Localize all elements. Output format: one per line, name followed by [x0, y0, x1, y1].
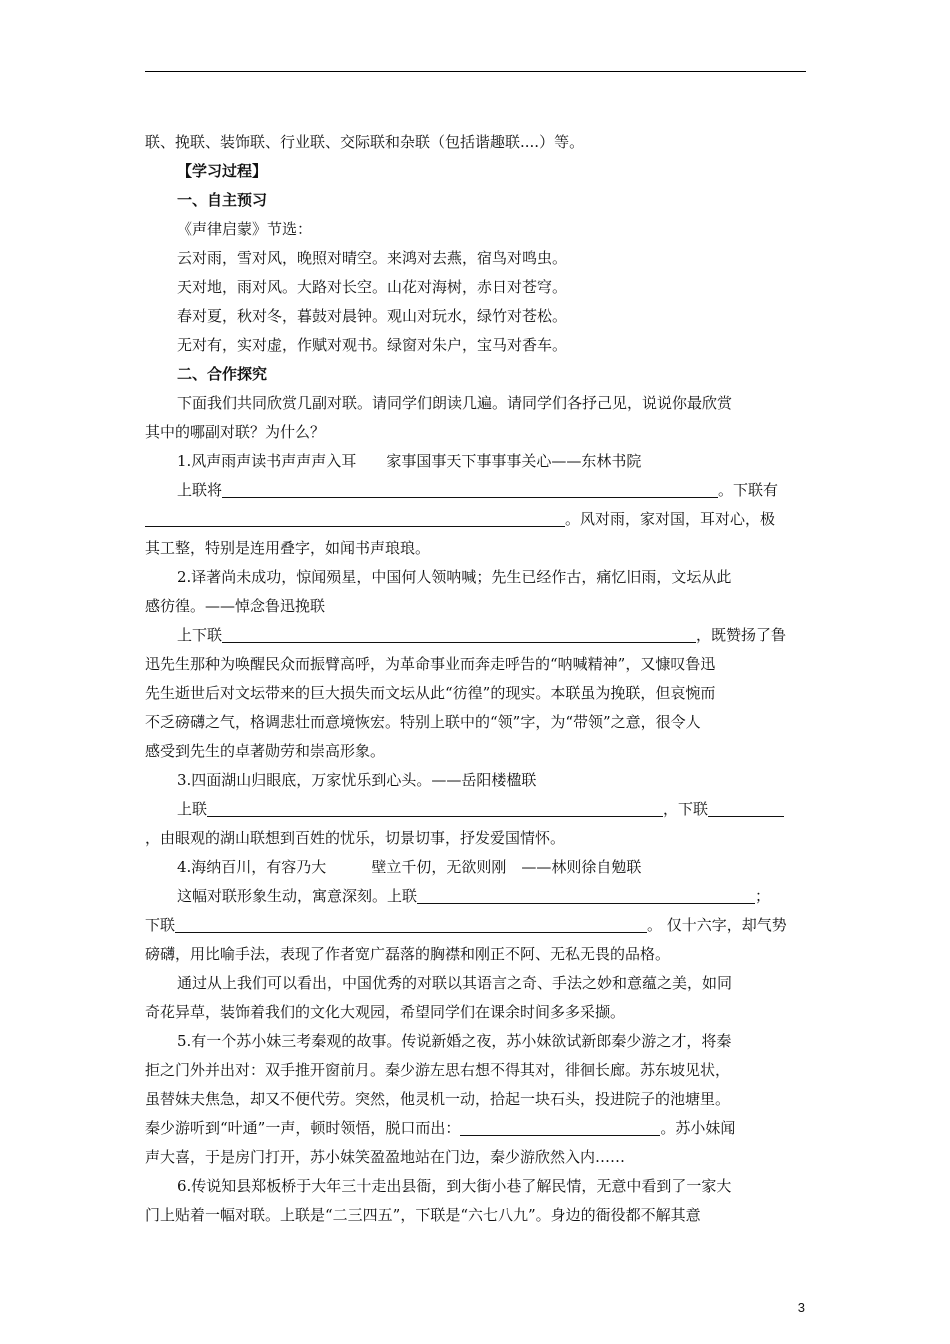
section-heading: 一、自主预习 [177, 191, 268, 209]
text-line: 迅先生那种为唤醒民众而振臂高呼，为革命事业而奔走呼告的“呐喊精神”，又慷叹鲁迅 [145, 655, 716, 673]
answer-blank[interactable] [222, 480, 718, 498]
fill-in-line: 上联 ，下联 [145, 795, 806, 824]
text-line: 通过从上我们可以看出，中国优秀的对联以其语言之奇、手法之妙和意蕴之美，如同 [177, 974, 733, 992]
text-line: 感彷徨。——悼念鲁迅挽联 [145, 597, 326, 615]
text-line: 春对夏，秋对冬，暮鼓对晨钟。观山对玩水，绿竹对苍松。 [177, 307, 568, 325]
section-heading: 二、合作探究 [177, 365, 268, 383]
answer-blank[interactable] [175, 915, 647, 933]
text-line: 门上贴着一幅对联。上联是“二三四五”，下联是“六七八九”。身边的衙役都不解其意 [145, 1206, 701, 1224]
text-line: 天对地，雨对风。大路对长空。山花对海树，赤日对苍穹。 [177, 278, 568, 296]
fill-in-line: 下联 。 仅十六字，却气势 [145, 916, 787, 934]
text-line: 感受到先生的卓著勋劳和崇高形象。 [145, 742, 386, 760]
text-line: 奇花异草，装饰着我们的文化大观园，希望同学们在课余时间多多采撷。 [145, 1003, 626, 1021]
text-line: 5.有一个苏小妹三考秦观的故事。传说新婚之夜，苏小妹欲试新郎秦少游之才，将秦 [177, 1032, 732, 1050]
text-line: 联、挽联、装饰联、行业联、交际联和杂联（包括谐趣联....）等。 [145, 133, 585, 151]
text-line: 其中的哪副对联？为什么？ [145, 423, 326, 441]
document-body [145, 128, 806, 1230]
answer-blank[interactable] [417, 886, 755, 904]
text-line: 虽替妹夫焦急，却又不便代劳。突然，他灵机一动，拾起一块石头，投进院子的池塘里。 [145, 1090, 731, 1108]
fill-in-line: 秦少游听到“叶通”一声，顿时领悟，脱口而出： 。苏小妹闻 [145, 1119, 736, 1137]
section-heading: 【学习过程】 [177, 162, 268, 180]
text-line: 1.风声雨声读书声声声入耳 家事国事天下事事事关心——东林书院 [177, 452, 642, 470]
page-number: 3 [797, 1300, 805, 1315]
answer-blank[interactable] [460, 1118, 660, 1136]
header-rule [145, 71, 806, 72]
fill-in-line: 这幅对联形象生动，寓意深刻。上联 ； [177, 887, 771, 905]
text-line: 声大喜，于是房门打开，苏小妹笑盈盈地站在门边，秦少游欣然入内…… [145, 1148, 626, 1166]
fill-in-line: 。风对雨，家对国，耳对心，极 [145, 505, 806, 534]
fill-in-line: 上联将 。下联有 [177, 481, 779, 499]
text-line: 下面我们共同欣赏几副对联。请同学们朗读几遍。请同学们各抒己见，说说你最欣赏 [177, 394, 733, 412]
answer-blank[interactable] [222, 625, 696, 643]
text-line: 《声律启蒙》节选： [177, 220, 313, 238]
text-line: ，由眼观的湖山联想到百姓的忧乐，切景切事，抒发爱国情怀。 [145, 829, 566, 847]
text-line: 4.海纳百川，有容乃大 壁立千仞，无欲则刚 ——林则徐自勉联 [177, 858, 642, 876]
text-line: 不乏磅礴之气，格调悲壮而意境恢宏。特别上联中的“领”字，为“带领”之意，很令人 [145, 713, 701, 731]
text-line: 其工整，特别是连用叠字，如闻书声琅琅。 [145, 539, 431, 557]
text-line: 磅礴，用比喻手法，表现了作者宽广磊落的胸襟和刚正不阿、无私无畏的品格。 [145, 945, 671, 963]
text-line: 3.四面湖山归眼底，万家忧乐到心头。——岳阳楼楹联 [177, 771, 537, 789]
answer-blank[interactable] [207, 799, 663, 817]
text-line: 无对有，实对虚，作赋对观书。绿窗对朱户，宝马对香车。 [177, 336, 568, 354]
text-line: 6.传说知县郑板桥于大年三十走出县衙，到大街小巷了解民情，无意中看到了一家大 [177, 1177, 732, 1195]
text-line: 拒之门外并出对：双手推开窗前月。秦少游左思右想不得其对，徘徊长廊。苏东坡见状， [145, 1061, 731, 1079]
text-line: 先生逝世后对文坛带来的巨大损失而文坛从此“彷徨”的现实。本联虽为挽联，但哀惋而 [145, 684, 716, 702]
answer-blank[interactable] [708, 799, 784, 817]
text-line: 云对雨，雪对风，晚照对晴空。来鸿对去燕，宿鸟对鸣虫。 [177, 249, 568, 267]
fill-in-line: 上下联 ，既赞扬了鲁 [177, 626, 787, 644]
answer-blank[interactable] [145, 509, 565, 527]
text-line: 2.译著尚未成功，惊闻殒星，中国何人领呐喊；先生已经作古，痛忆旧雨，文坛从此 [177, 568, 732, 586]
